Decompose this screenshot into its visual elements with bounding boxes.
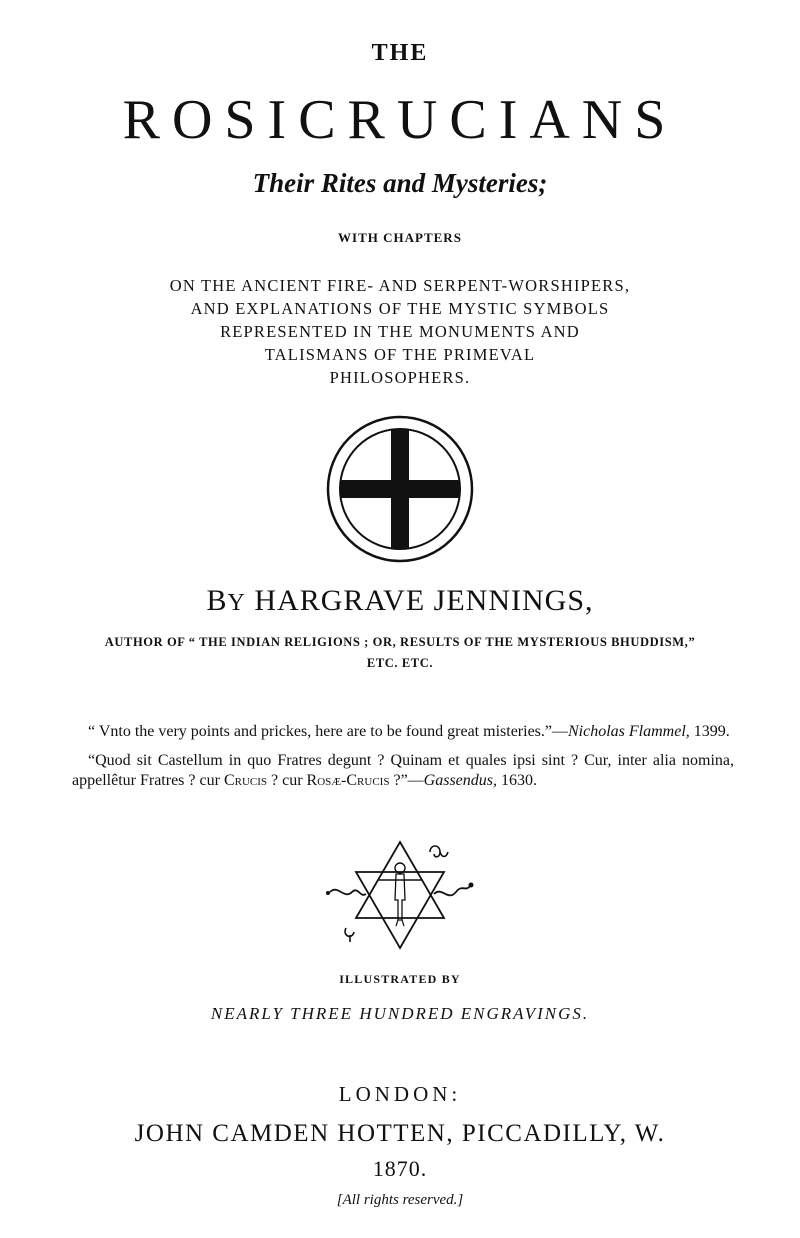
chapters-description: [0, 274, 800, 389]
epigraph-text: “Quod sit Castellum in quo Fratres degunt ? Quinam et quales ipsi sint ? Cur, inter alia nomina, appellêtur Fratres ? cur: [72, 752, 734, 789]
epigraph-attribution: Gassendus,: [423, 772, 498, 789]
chapter-line: AND EXPLANATIONS OF THE MYSTIC SYMBOLS: [190, 299, 610, 318]
epigraph-text: “ Vnto the very points and prickes, here are to be found great misteries.”—: [88, 723, 568, 740]
byline-prefix-small: Y: [227, 590, 246, 616]
publication-city: LONDON:: [338, 1082, 462, 1106]
author-name: HARGRAVE JENNINGS,: [254, 584, 594, 617]
epigraph-text: ? cur: [267, 772, 307, 789]
circled-cross-icon: [0, 414, 800, 569]
title-the: THE: [371, 40, 429, 66]
epigraph-gassendus: [72, 751, 734, 791]
with-chapters-label: WITH CHAPTERS: [338, 230, 462, 245]
epigraphs: [72, 722, 734, 800]
hexagram-figure-serpents-icon: [0, 840, 800, 957]
byline-prefix-big: B: [206, 584, 228, 617]
epigraph-flammel: [72, 722, 734, 742]
book-subtitle: Their Rites and Mysteries;: [252, 168, 548, 198]
epigraph-year: 1630.: [497, 772, 538, 789]
illustrated-by-label: ILLUSTRATED BY: [339, 972, 461, 986]
epigraph-attribution: Nicholas Flammel,: [568, 723, 690, 740]
rights-notice: [All rights reserved.]: [336, 1192, 464, 1208]
epigraph-crucis: Crucis: [223, 772, 268, 789]
chapter-line: PHILOSOPHERS.: [329, 368, 471, 387]
epigraph-text: ?”—: [389, 772, 424, 789]
chapter-line: TALISMANS OF THE PRIMEVAL: [264, 345, 536, 364]
engravings-note: NEARLY THREE HUNDRED ENGRAVINGS.: [210, 1004, 590, 1023]
epigraph-rosae-crucis: Rosæ-Crucis: [306, 772, 390, 789]
author-note: [0, 632, 800, 674]
byline: [0, 584, 800, 618]
epigraph-year: 1399.: [689, 723, 730, 740]
author-note-line: AUTHOR OF “ THE INDIAN RELIGIONS ; OR, RESULTS OF THE MYSTERIOUS BHUDDISM,”: [104, 635, 696, 649]
publisher-name: JOHN CAMDEN HOTTEN, PICCADILLY, W.: [134, 1120, 666, 1147]
chapter-line: REPRESENTED IN THE MONUMENTS AND: [220, 322, 580, 341]
book-title: ROSICRUCIANS: [122, 89, 678, 151]
chapter-line: ON THE ANCIENT FIRE- AND SERPENT-WORSHIPERS,: [169, 276, 631, 295]
publication-year: 1870.: [372, 1156, 428, 1181]
author-note-line: ETC. ETC.: [366, 656, 434, 670]
